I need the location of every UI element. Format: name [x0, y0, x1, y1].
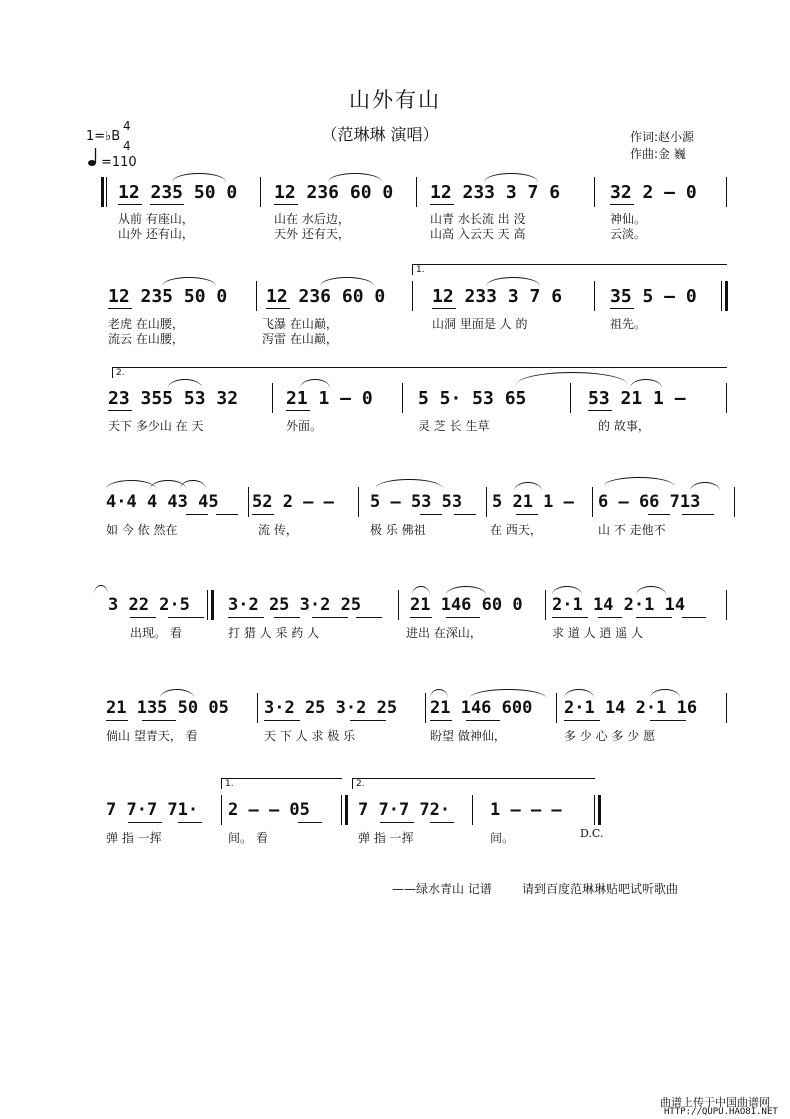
slur — [630, 379, 662, 388]
underline — [380, 822, 414, 823]
performer-subtitle: （范琳琳 演唱） — [321, 125, 439, 144]
barline — [592, 487, 593, 517]
underline — [648, 514, 670, 515]
lyric: 的 故事， — [598, 419, 650, 433]
measure: 6 – 66 713 — [598, 492, 701, 512]
measure: 3 22 2·5 — [108, 595, 190, 615]
key-signature — [86, 129, 120, 144]
recorder-credit: ——绿水青山 记谱 — [392, 882, 492, 896]
barline — [570, 383, 571, 413]
lyricist-credit: 作词:赵小源 — [630, 130, 695, 144]
lyric: 山外 还有山， — [118, 227, 194, 241]
underline — [420, 514, 442, 515]
lyric: 老虎 在山腰， — [108, 317, 184, 331]
underline — [252, 514, 274, 515]
lyric: 如 今 依 然在 — [106, 523, 178, 537]
lyric: 进出 在深山， — [406, 626, 482, 640]
underline — [178, 822, 202, 823]
underline — [446, 617, 480, 618]
underline — [142, 720, 176, 721]
underline — [682, 617, 706, 618]
barline — [594, 795, 595, 825]
lyric: 祖先。 — [610, 317, 647, 331]
measure: 5 – 53 53 — [370, 492, 463, 512]
underline — [228, 617, 264, 618]
page-title: 山外有山 — [349, 88, 441, 112]
measure: 5 5· 53 65 — [418, 388, 527, 409]
underline — [128, 822, 162, 823]
barline — [726, 383, 727, 413]
lyric: 打 猎 人 采 药 人 — [228, 626, 320, 640]
measure: 4·4 4 43 45 — [106, 492, 219, 512]
lyric: 弹 指 一挥 — [358, 831, 414, 845]
slur — [564, 689, 594, 698]
barline — [726, 693, 727, 723]
underline — [636, 617, 672, 618]
barline — [556, 693, 557, 723]
underline — [356, 617, 382, 618]
watermark-text: 曲谱上传于中国曲谱网 — [660, 1096, 770, 1109]
underline — [430, 822, 454, 823]
underline — [108, 308, 132, 309]
time-signature-top: 4 — [123, 119, 131, 133]
barline — [726, 177, 727, 207]
measure: 52 2 – – — [252, 492, 334, 512]
underline — [186, 514, 208, 515]
repeat-start-barline — [101, 177, 104, 207]
slur — [162, 277, 216, 286]
volta-label: 1. — [416, 265, 425, 275]
underline — [650, 720, 686, 721]
measure: 53 21 1 – — [588, 388, 686, 409]
lyric: 神仙。 — [610, 212, 647, 226]
barline — [594, 177, 595, 207]
lyric: 山 不 走他不 — [598, 523, 666, 537]
slur — [636, 586, 666, 595]
volta-2 — [352, 778, 595, 789]
underline — [168, 617, 204, 618]
volta-label: 1. — [225, 779, 234, 789]
final-barline — [598, 795, 601, 825]
underline — [516, 514, 538, 515]
slur — [604, 477, 674, 486]
volta-label: 2. — [116, 368, 125, 378]
slur — [300, 379, 330, 388]
slur — [514, 482, 542, 491]
barline — [248, 487, 249, 517]
lyric: 在 西天， — [490, 523, 542, 537]
repeat-end-barline — [345, 795, 348, 825]
underline — [610, 204, 634, 205]
slur — [690, 482, 720, 491]
barline — [257, 693, 258, 723]
repeat-end-barline — [725, 281, 728, 311]
underline — [130, 617, 156, 618]
barline — [734, 487, 735, 517]
measure: 32 2 – 0 — [610, 182, 697, 203]
slur — [470, 689, 546, 698]
underline — [430, 204, 454, 205]
underline — [106, 720, 128, 721]
measure: 21 1 – 0 — [286, 388, 373, 409]
measure: 2 – – 05 — [228, 800, 310, 820]
lyric: 间。 看 — [228, 831, 268, 845]
lyric: 山青 水长流 出 没 — [430, 212, 526, 226]
barline — [256, 281, 257, 311]
barline — [402, 383, 403, 413]
lyric: 流 传， — [258, 523, 298, 537]
barline — [398, 590, 399, 620]
underline — [564, 720, 600, 721]
underline — [350, 720, 386, 721]
volta-2 — [112, 367, 727, 378]
underline — [274, 617, 300, 618]
underline — [466, 720, 500, 721]
lyric: 弹 指 一挥 — [106, 831, 162, 845]
underline — [430, 720, 452, 721]
quarter-note-icon — [88, 146, 100, 168]
measure: 3·2 25 3·2 25 — [264, 698, 398, 718]
underline — [108, 410, 132, 411]
barline — [472, 795, 473, 825]
slur — [552, 586, 582, 595]
measure: 12 233 3 7 6 — [430, 182, 561, 203]
barline — [341, 795, 342, 825]
slur — [168, 379, 202, 388]
slur — [484, 173, 538, 182]
measure: 12 233 3 7 6 — [432, 286, 563, 307]
repeat-start-barline — [211, 590, 214, 620]
barline — [221, 795, 222, 825]
underline — [264, 720, 300, 721]
volta-label: 2. — [356, 779, 365, 789]
measure: 12 235 50 0 — [118, 182, 238, 203]
underline — [298, 822, 322, 823]
underline — [410, 617, 432, 618]
barline — [412, 281, 413, 311]
composer-credit: 作曲:金 巍 — [630, 147, 686, 161]
lyric: 出现。 看 — [130, 626, 182, 640]
watermark-url: HTTP://QUPU.HAO8I.NET — [664, 1107, 778, 1117]
slur — [94, 585, 108, 594]
measure: 5 21 1 – — [492, 492, 574, 512]
barline — [260, 177, 261, 207]
lyric: 天外 还有天， — [274, 227, 350, 241]
measure: 12 235 50 0 — [108, 286, 228, 307]
measure: 2·1 14 2·1 14 — [552, 595, 686, 615]
da-capo-marking: D.C. — [580, 827, 604, 840]
slur — [106, 480, 156, 489]
measure: 12 236 60 0 — [266, 286, 386, 307]
barline — [545, 590, 546, 620]
underline — [588, 410, 612, 411]
lyric: 天 下 人 求 极 乐 — [264, 729, 356, 743]
key-flat: ♭B — [105, 129, 121, 144]
volta-1 — [412, 264, 727, 275]
barline — [726, 590, 727, 620]
volta-1 — [221, 778, 342, 789]
measure: 3·2 25 3·2 25 — [228, 595, 362, 615]
slur — [446, 586, 486, 595]
tempo-marking: =110 — [101, 155, 137, 170]
lyric: 流云 在山腰， — [108, 332, 184, 346]
underline — [274, 204, 298, 205]
lyric: 外面。 — [286, 419, 323, 433]
barline — [358, 487, 359, 517]
slur — [430, 689, 448, 698]
barline — [425, 693, 426, 723]
underline — [552, 617, 588, 618]
underline — [598, 617, 622, 618]
underline — [432, 308, 456, 309]
time-signature-bottom: 4 — [123, 139, 131, 153]
slur — [650, 689, 680, 698]
underline — [286, 410, 310, 411]
measure: 7 7·7 72· — [358, 800, 451, 820]
underline — [266, 308, 290, 309]
barline — [416, 177, 417, 207]
measure: 23 355 53 32 — [108, 388, 239, 409]
barline — [207, 590, 208, 620]
measure: 1 – – – — [490, 800, 562, 820]
barline — [486, 487, 487, 517]
measure: 21 135 50 05 — [106, 698, 229, 718]
slur — [320, 277, 374, 286]
underline — [610, 308, 634, 309]
slur — [160, 689, 194, 698]
measure: 7 7·7 71· — [106, 800, 199, 820]
measure: 12 236 60 0 — [274, 182, 394, 203]
measure: 35 5 – 0 — [610, 286, 697, 307]
slur — [180, 480, 206, 489]
barline — [594, 281, 595, 311]
barline — [721, 281, 722, 311]
underline — [454, 514, 476, 515]
lyric: 倘山 望青天， 看 — [106, 729, 198, 743]
lyric: 飞瀑 在山巅， — [262, 317, 338, 331]
measure: 21 146 60 0 — [410, 595, 523, 615]
barline — [106, 177, 107, 207]
underline — [682, 514, 714, 515]
lyric: 从前 有座山， — [118, 212, 194, 226]
lyric: 山在 水后边， — [274, 212, 350, 226]
slur — [172, 173, 226, 182]
slur — [328, 173, 382, 182]
lyric: 山高 入云天 天 高 — [430, 227, 526, 241]
lyric: 山洞 里面是 人 的 — [432, 317, 528, 331]
listening-note: 请到百度范琳琳贴吧试听歌曲 — [522, 882, 679, 896]
slur — [412, 586, 430, 595]
measure: 21 146 600 — [430, 698, 533, 718]
underline — [118, 204, 142, 205]
barline — [272, 383, 273, 413]
lyric: 泻雷 在山巅， — [262, 332, 338, 346]
slur — [376, 479, 442, 488]
lyric: 云淡。 — [610, 227, 647, 241]
key-tonic: 1= — [86, 129, 106, 144]
lyric: 求 道 人 逍 遥 人 — [552, 626, 644, 640]
lyric: 盼望 做神仙， — [430, 729, 506, 743]
underline — [150, 204, 184, 205]
lyric: 极 乐 佛祖 — [370, 523, 426, 537]
lyric: 间。 — [490, 831, 515, 845]
measure: 2·1 14 2·1 16 — [564, 698, 698, 718]
lyric: 灵 芝 长 生草 — [418, 419, 490, 433]
lyric: 多 少 心 多 少 愿 — [564, 729, 656, 743]
lyric: 天下 多少山 在 天 — [108, 419, 204, 433]
slur — [486, 277, 540, 286]
underline — [312, 617, 348, 618]
underline — [216, 514, 238, 515]
